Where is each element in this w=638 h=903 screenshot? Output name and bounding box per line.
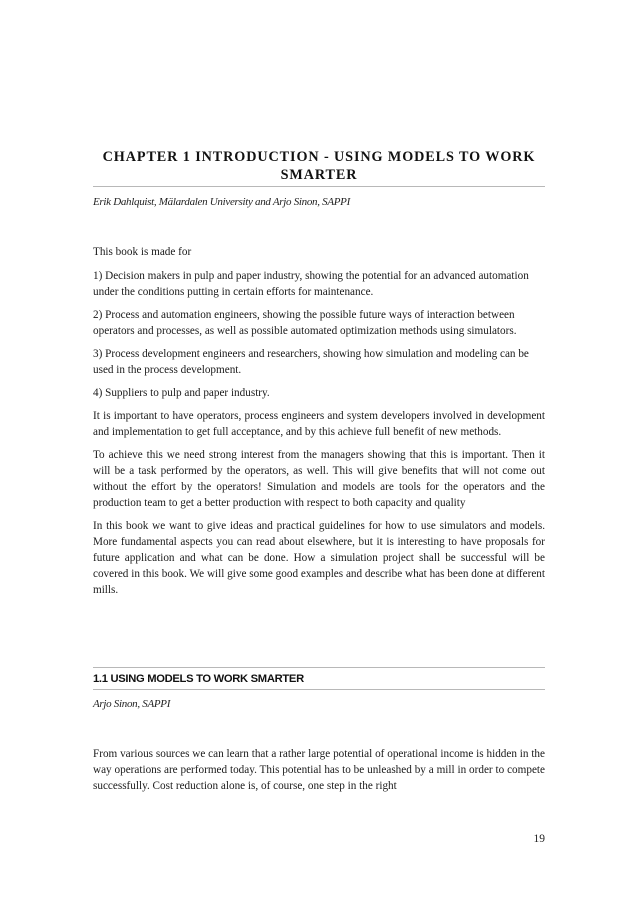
document-page — [93, 0, 545, 903]
chapter-title — [93, 148, 545, 184]
section-author: Arjo Sinon, SAPPI — [93, 698, 171, 710]
intro-item-4: 4) Suppliers to pulp and paper industry. — [93, 387, 270, 399]
intro-item-2: 2) Process and automation engineers, showing the possible future ways of interaction between operators and processes, as well as possible automated optimization methods using simulators. — [93, 309, 517, 337]
chapter-title-line-1: CHAPTER 1 INTRODUCTION - USING MODELS TO WORK — [102, 149, 536, 165]
intro-item-3: 3) Process development engineers and researchers, showing how simulation and modeling can be used in the process development. — [93, 348, 529, 376]
page-number: 19 — [533, 833, 545, 845]
chapter-title-line-2: SMARTER — [280, 167, 358, 183]
intro-paragraph-1: It is important to have operators, process engineers and system developers involved in development and implementation to get full acceptance, and by this achieve full benefit of new methods. — [93, 410, 545, 438]
section-title: 1.1 USING MODELS TO WORK SMARTER — [93, 673, 304, 685]
section-title-rule-bottom — [93, 689, 545, 690]
section-body — [93, 746, 545, 801]
intro-body — [93, 244, 545, 605]
intro-paragraph-3: In this book we want to give ideas and practical guidelines for how to use simulators and models. More fundamental aspects you can read about elsewhere, but it is interesting to have proposals for future application and what can be done. How a simulation project shall be successful will be covered in this book. We will give some good examples and describe what has been done at different mills. — [93, 520, 545, 596]
chapter-authors: Erik Dahlquist, Mälardalen University and Arjo Sinon, SAPPI — [93, 196, 350, 208]
intro-lead: This book is made for — [93, 246, 192, 258]
chapter-title-rule — [93, 186, 545, 187]
section-title-rule-top — [93, 667, 545, 668]
intro-paragraph-2: To achieve this we need strong interest from the managers showing that this is important. Then it will be a task performed by the operators, as well. This will give benefits that will not come out without the effort by the operators! Simulation and models are tools for the operators and the production team to get a better production with respect to both capacity and quality — [93, 449, 545, 509]
intro-item-1: 1) Decision makers in pulp and paper industry, showing the potential for an advanced automation under the conditions putting in certain efforts for maintenance. — [93, 270, 529, 298]
section-paragraph: From various sources we can learn that a rather large potential of operational income is hidden in the way operations are performed today. This potential has to be unleashed by a mill in order to compete successfully. Cost reduction alone is, of course, one step in the right — [93, 748, 545, 792]
